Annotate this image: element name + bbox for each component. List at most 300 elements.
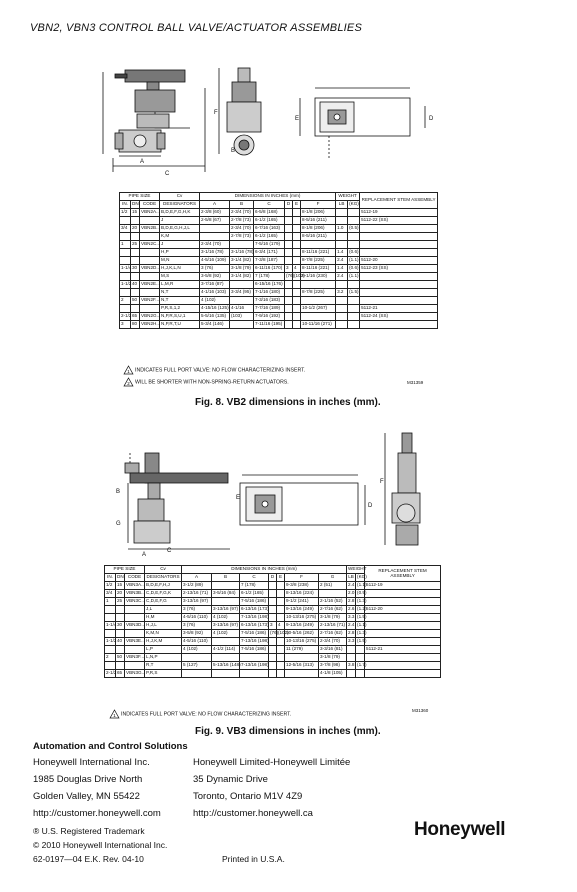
table-cell: 3.2 [336, 289, 348, 297]
table-cell [116, 606, 125, 614]
table-cell: 7-5/16 (186) [240, 646, 269, 654]
table-cell [116, 614, 125, 622]
fig8-note-2: 2 WILL BE SHORTER WITH NON-SPRING-RETURN ACTUATORS. [124, 378, 289, 386]
table-cell: 9-13/16 (249) [285, 622, 319, 630]
table-cell: 3-1/2 (89) [182, 582, 212, 590]
table-cell: J [160, 217, 200, 225]
table-cell: 9-3/8 (238) [285, 582, 319, 590]
footer-copyright: © 2010 Honeywell International Inc. [33, 840, 168, 850]
table-cell [360, 241, 438, 249]
table-row [120, 233, 438, 241]
table-cell [356, 654, 365, 662]
table-cell: 7-11/16 (195) [254, 321, 285, 329]
table-cell [301, 297, 336, 305]
table-cell [120, 273, 131, 281]
table-cell: 2 [105, 654, 116, 662]
table-cell [293, 321, 301, 329]
table-cell: H,J,K,L,N [160, 265, 200, 273]
table-cell: 2-7/16 (62) [319, 630, 347, 638]
table-row [120, 321, 438, 329]
table-cell [285, 217, 293, 225]
table-cell: (1.1) [348, 257, 360, 265]
table-cell: 2.4 [336, 273, 348, 281]
table-row [105, 646, 441, 654]
table-cell: 3-1/4 (82) [230, 257, 254, 265]
table-cell [285, 305, 293, 313]
fig8-dim-label-d: D [429, 116, 434, 122]
note-warning-triangle-icon [124, 378, 133, 386]
table-cell: L,P [145, 646, 182, 654]
fig9-dim-label-d: D [368, 503, 373, 509]
table-cell [140, 233, 160, 241]
table-cell: 3 (76) [182, 622, 212, 630]
table-cell: H,J,K,M [145, 638, 182, 646]
table-cell: 5112-20 [360, 257, 438, 265]
fig8-dim-label-c: C [165, 171, 170, 177]
table-cell: N,P,R,T,U [160, 321, 200, 329]
table-cell: L,N,P [145, 654, 182, 662]
table-cell: (76) [285, 273, 293, 281]
note-warning-triangle-icon [124, 366, 133, 374]
fig9-caption: Fig. 9. VB3 dimensions in inches (mm). [195, 726, 381, 737]
table-cell [336, 305, 348, 313]
table-cell: 11 (279) [285, 646, 319, 654]
table-cell: 5 (127) [182, 662, 212, 670]
table-row [120, 209, 438, 217]
table-cell: 1/2 [120, 209, 131, 217]
table-cell [348, 209, 360, 217]
table-row [105, 606, 441, 614]
table-cell [277, 590, 285, 598]
table-cell: 1 [105, 598, 116, 606]
table-cell: 4-5/16 (110) [182, 638, 212, 646]
table-cell [120, 305, 131, 313]
table-cell: J [160, 241, 200, 249]
fig9-subheader: A [182, 574, 212, 582]
table-cell [360, 273, 438, 281]
table-cell: 3-1/8 (79) [319, 654, 347, 662]
table-cell [336, 297, 348, 305]
table-cell [125, 662, 145, 670]
table-cell: 6-11/16 (170) [254, 265, 285, 273]
fig9-subheader: E [277, 574, 285, 582]
table-cell [336, 233, 348, 241]
table-cell [285, 241, 293, 249]
table-cell: 2.4 [347, 622, 356, 630]
fig8-note-1: 1 INDICATES FULL PORT VALVE: NO FLOW CHARACTERIZING INSERT. [124, 366, 305, 374]
table-cell [230, 281, 254, 289]
table-cell [293, 297, 301, 305]
table-cell: 5112-19 [365, 582, 441, 590]
table-cell [285, 209, 293, 217]
table-cell [360, 249, 438, 257]
table-cell: VBN3D... [125, 622, 145, 630]
table-cell [230, 241, 254, 249]
table-cell: 1.4 [336, 249, 348, 257]
table-cell [336, 217, 348, 225]
table-cell: (103) [230, 313, 254, 321]
table-cell [105, 614, 116, 622]
table-cell [365, 638, 441, 646]
table-cell [131, 273, 140, 281]
table-cell: 2.0 [347, 590, 356, 598]
table-cell [116, 646, 125, 654]
table-cell: B,D,E,G,H,J,L [160, 225, 200, 233]
fig8-drawing-code: M31359 [407, 380, 424, 385]
table-cell: 1.4 [336, 265, 348, 273]
table-cell: 7-5/16 (186) [240, 630, 269, 638]
table-cell: 3-1/8 (79) [230, 265, 254, 273]
table-cell: 7-5/16 (186) [240, 598, 269, 606]
table-cell [131, 257, 140, 265]
table-cell [269, 606, 277, 614]
table-cell: 8-1/8 (206) [301, 209, 336, 217]
table-cell: 5-3/4 (146) [200, 321, 230, 329]
table-cell [285, 257, 293, 265]
table-cell [277, 638, 285, 646]
table-cell: 9-1/2 (241) [285, 598, 319, 606]
table-cell: 40 [131, 281, 140, 289]
table-cell: VBN2G... [140, 313, 160, 321]
table-cell: 2-7/8 (73) [230, 233, 254, 241]
table-cell: 10-5/16 (262) [285, 630, 319, 638]
table-cell: 2-3/8 (60) [200, 209, 230, 217]
table-cell: 7-3/16 (183) [254, 297, 285, 305]
table-cell: (1.7) [356, 662, 365, 670]
table-cell: (1.1) [356, 582, 365, 590]
table-cell: 15 [131, 209, 140, 217]
table-cell: (1.5) [356, 614, 365, 622]
table-cell: 3-13/16 (97) [182, 598, 212, 606]
table-row [120, 289, 438, 297]
table-cell: 2-5/8 (67) [200, 217, 230, 225]
table-cell [277, 670, 285, 678]
table-cell: 8-1/8 (206) [301, 225, 336, 233]
table-cell [269, 670, 277, 678]
table-row [105, 638, 441, 646]
table-row [120, 305, 438, 313]
table-row [120, 241, 438, 249]
table-cell: (1.3) [356, 598, 365, 606]
table-cell [230, 297, 254, 305]
table-cell: 6-13/16 (173) [240, 606, 269, 614]
table-cell: 8-5/16 (211) [301, 217, 336, 225]
table-cell: 8-5/16 (211) [301, 233, 336, 241]
table-cell [131, 305, 140, 313]
table-cell [336, 209, 348, 217]
table-cell [293, 249, 301, 257]
table-row [105, 598, 441, 606]
table-cell: 3 (76) [182, 606, 212, 614]
fig9-header-cv: Cv [145, 566, 182, 574]
table-cell [285, 313, 293, 321]
table-cell: (1.1) [356, 622, 365, 630]
table-cell: 2.8 [347, 630, 356, 638]
table-cell: 80 [131, 321, 140, 329]
table-cell: 4 (102) [212, 630, 240, 638]
table-cell: (0.6) [348, 249, 360, 257]
note-warning-triangle-icon [110, 710, 119, 718]
table-row [120, 217, 438, 225]
fig8-subheader: IN. [120, 201, 131, 209]
table-cell [293, 257, 301, 265]
table-cell: H,M [145, 614, 182, 622]
table-cell [360, 233, 438, 241]
table-cell [277, 606, 285, 614]
table-cell: 65 [131, 313, 140, 321]
table-cell: 2-13/16 (71) [182, 590, 212, 598]
table-cell: 7-13/16 (198) [240, 638, 269, 646]
table-cell: 8-11/16 (221) [301, 249, 336, 257]
footer-ca-url[interactable]: http://customer.honeywell.ca [193, 808, 313, 819]
table-cell [212, 654, 240, 662]
table-cell: 2-3/4 (70) [230, 225, 254, 233]
table-cell: 3-7/16 (87) [200, 281, 230, 289]
table-cell: 8-7/8 (225) [301, 257, 336, 265]
table-cell: N,T [160, 289, 200, 297]
table-cell [131, 289, 140, 297]
fig8-caption: Fig. 8. VB2 dimensions in inches (mm). [195, 397, 381, 408]
table-cell: (76) [269, 630, 277, 638]
table-cell: 12-5/16 (313) [285, 662, 319, 670]
table-cell: 2.4 [336, 257, 348, 265]
fig9-header-stem: REPLACEMENT STEM ASSEMBLY [365, 566, 441, 582]
table-cell [336, 321, 348, 329]
table-cell: 3-3/4 (95) [230, 289, 254, 297]
table-cell: 2-1/2 [120, 313, 131, 321]
fig9-subheader: DN [116, 574, 125, 582]
fig9-subheader: DESIGNATORS [145, 574, 182, 582]
fig9-dim-label-g: G [116, 521, 121, 527]
table-cell: 6-15/16 (176) [254, 281, 285, 289]
table-cell [131, 217, 140, 225]
table-cell [140, 289, 160, 297]
table-cell: 7 (178) [254, 273, 285, 281]
table-cell: 3-1/4 (82) [230, 273, 254, 281]
fig9-subheader: LB [347, 574, 356, 582]
table-cell: 7-13/16 (198) [240, 662, 269, 670]
table-cell [105, 646, 116, 654]
table-cell: 20 [131, 225, 140, 233]
table-cell: VBN3F... [125, 654, 145, 662]
table-cell: 4-1/16 [230, 305, 254, 313]
table-cell: (1.3) [356, 630, 365, 638]
table-cell: 3-1/8 (79) [319, 614, 347, 622]
table-cell: 3.8 [347, 662, 356, 670]
table-cell [269, 646, 277, 654]
table-cell [285, 281, 293, 289]
table-cell: 5-5/16 (135) [200, 313, 230, 321]
table-cell [356, 646, 365, 654]
table-cell: 4 [277, 622, 285, 630]
fig9-dim-label-e: E [236, 495, 241, 501]
table-cell: (0.6) [348, 265, 360, 273]
table-row [105, 582, 441, 590]
footer-us-line-3: Golden Valley, MN 55422 [33, 791, 140, 802]
table-cell [212, 582, 240, 590]
table-cell: 1.0 [336, 225, 348, 233]
table-cell: P,R,S,1,2 [160, 305, 200, 313]
fig8-subheader: DESIGNATORS [160, 201, 200, 209]
table-cell: 2-3/4 (70) [230, 209, 254, 217]
table-cell: 6-1/2 (165) [240, 590, 269, 598]
table-cell: 1-1/4 [120, 265, 131, 273]
table-cell [105, 630, 116, 638]
fig9-subheader: B [212, 574, 240, 582]
fig8-header-dimensions: DIMENSIONS IN INCHES (mm) [200, 193, 336, 201]
fig9-subheader: D [269, 574, 277, 582]
table-cell [301, 313, 336, 321]
table-row [120, 225, 438, 233]
table-cell [348, 217, 360, 225]
table-cell: 3 [120, 321, 131, 329]
table-cell [336, 281, 348, 289]
svg-text:1: 1 [127, 369, 130, 375]
fig8-subheader: D [285, 201, 293, 209]
table-cell: 4-5/16 (110) [182, 614, 212, 622]
honeywell-logo: Honeywell [414, 819, 506, 840]
table-cell: 3/4 [105, 590, 116, 598]
table-cell [360, 225, 438, 233]
footer-trademark: ® U.S. Registered Trademark [33, 826, 145, 836]
table-cell [125, 614, 145, 622]
table-cell [182, 670, 212, 678]
table-cell [140, 273, 160, 281]
table-cell [125, 646, 145, 654]
table-cell: 2-7/8 (73) [230, 217, 254, 225]
table-cell: 65 [116, 670, 125, 678]
table-cell: R,T [145, 662, 182, 670]
footer-us-url[interactable]: http://customer.honeywell.com [33, 808, 161, 819]
fig8-subheader: F [301, 201, 336, 209]
fig8-subheader: CODE [140, 201, 160, 209]
table-cell: 4 (102) [200, 297, 230, 305]
table-cell [285, 233, 293, 241]
table-row [120, 257, 438, 265]
table-cell: H,J,L [145, 622, 182, 630]
fig9-drawing-code: M31360 [412, 708, 429, 713]
table-cell [105, 662, 116, 670]
table-cell: 50 [131, 297, 140, 305]
fig8-header-cv: Cv [160, 193, 200, 201]
footer-ca-line-3: Toronto, Ontario M1V 4Z9 [193, 791, 303, 802]
table-cell: 6-3/4 (171) [254, 249, 285, 257]
table-cell: 30 [116, 622, 125, 630]
table-cell: 10-13/16 (275) [285, 638, 319, 646]
fig8-subheader: E [293, 201, 301, 209]
table-cell: (0.9) [356, 590, 365, 598]
table-cell: 4-15/16 (125) [200, 305, 230, 313]
table-cell [277, 614, 285, 622]
fig9-subheader: IN. [105, 574, 116, 582]
table-cell: N,P,R,S,U,1 [160, 313, 200, 321]
table-cell [348, 233, 360, 241]
table-cell [277, 598, 285, 606]
table-cell [356, 670, 365, 678]
table-cell [347, 670, 356, 678]
table-cell: VBN2A... [140, 209, 160, 217]
table-cell: (102) [293, 273, 301, 281]
fig9-subheader: F [285, 574, 319, 582]
table-cell: 5112-21 [360, 305, 438, 313]
table-cell: 3-7/8 (98) [319, 662, 347, 670]
table-cell [285, 654, 319, 662]
table-cell: 25 [116, 598, 125, 606]
fig9-header-dimensions: DIMENSIONS IN INCHES (mm) [182, 566, 347, 574]
table-cell [347, 654, 356, 662]
table-cell: 7 (178) [240, 582, 269, 590]
table-cell [365, 630, 441, 638]
fig8-dim-label-e: E [295, 116, 300, 122]
table-cell [336, 241, 348, 249]
table-cell [116, 630, 125, 638]
table-cell [269, 654, 277, 662]
svg-text:1: 1 [113, 713, 116, 719]
table-cell: 6-1/2 (165) [254, 233, 285, 241]
table-cell [348, 241, 360, 249]
table-cell [269, 598, 277, 606]
table-cell: 9-13/16 (249) [285, 606, 319, 614]
table-cell [125, 630, 145, 638]
table-cell: 25 [131, 241, 140, 249]
fig8-header-weight: WEIGHT [336, 193, 360, 201]
table-row [120, 297, 438, 305]
table-cell [301, 281, 336, 289]
table-cell [212, 638, 240, 646]
fig9-subheader: C [240, 574, 269, 582]
table-cell: 2-3/4 (70) [319, 638, 347, 646]
table-row [105, 590, 441, 598]
table-cell [365, 590, 441, 598]
table-cell: VBN3B... [125, 590, 145, 598]
table-cell [285, 249, 293, 257]
table-cell: 1 [120, 241, 131, 249]
table-cell: 4-1/16 (103) [200, 289, 230, 297]
fig9-dim-label-a: A [142, 552, 147, 558]
table-cell: 9-1/16 (230) [301, 273, 336, 281]
table-cell [285, 670, 319, 678]
table-cell: 50 [116, 654, 125, 662]
table-cell: 1-1/4 [105, 622, 116, 630]
table-cell: VBN2B... [140, 225, 160, 233]
table-cell [240, 670, 269, 678]
table-cell: 2 [120, 297, 131, 305]
table-cell: 30 [131, 265, 140, 273]
table-cell: C,D,E,F,G,K [145, 590, 182, 598]
fig9-dim-label-f: F [380, 479, 384, 485]
table-row [120, 281, 438, 289]
fig8-subheader: A [200, 201, 230, 209]
table-cell [277, 662, 285, 670]
table-cell [293, 241, 301, 249]
fig9-header-pipe-size: PIPE SIZE [105, 566, 145, 574]
table-cell: N,T [160, 297, 200, 305]
table-cell [360, 281, 438, 289]
fig8-subheader: B [230, 201, 254, 209]
table-cell [230, 321, 254, 329]
table-cell: M,S [160, 273, 200, 281]
table-cell [365, 670, 441, 678]
table-cell: 2.4 [347, 582, 356, 590]
table-cell [131, 249, 140, 257]
table-cell: VBN2H... [140, 321, 160, 329]
table-cell: B,D,E,F,H,J [145, 582, 182, 590]
table-cell: 5112-20 [365, 606, 441, 614]
fig8-subheader: LB [336, 201, 348, 209]
table-cell: 1/2 [105, 582, 116, 590]
table-row [105, 670, 441, 678]
table-cell: 7-5/16 (179) [254, 241, 285, 249]
